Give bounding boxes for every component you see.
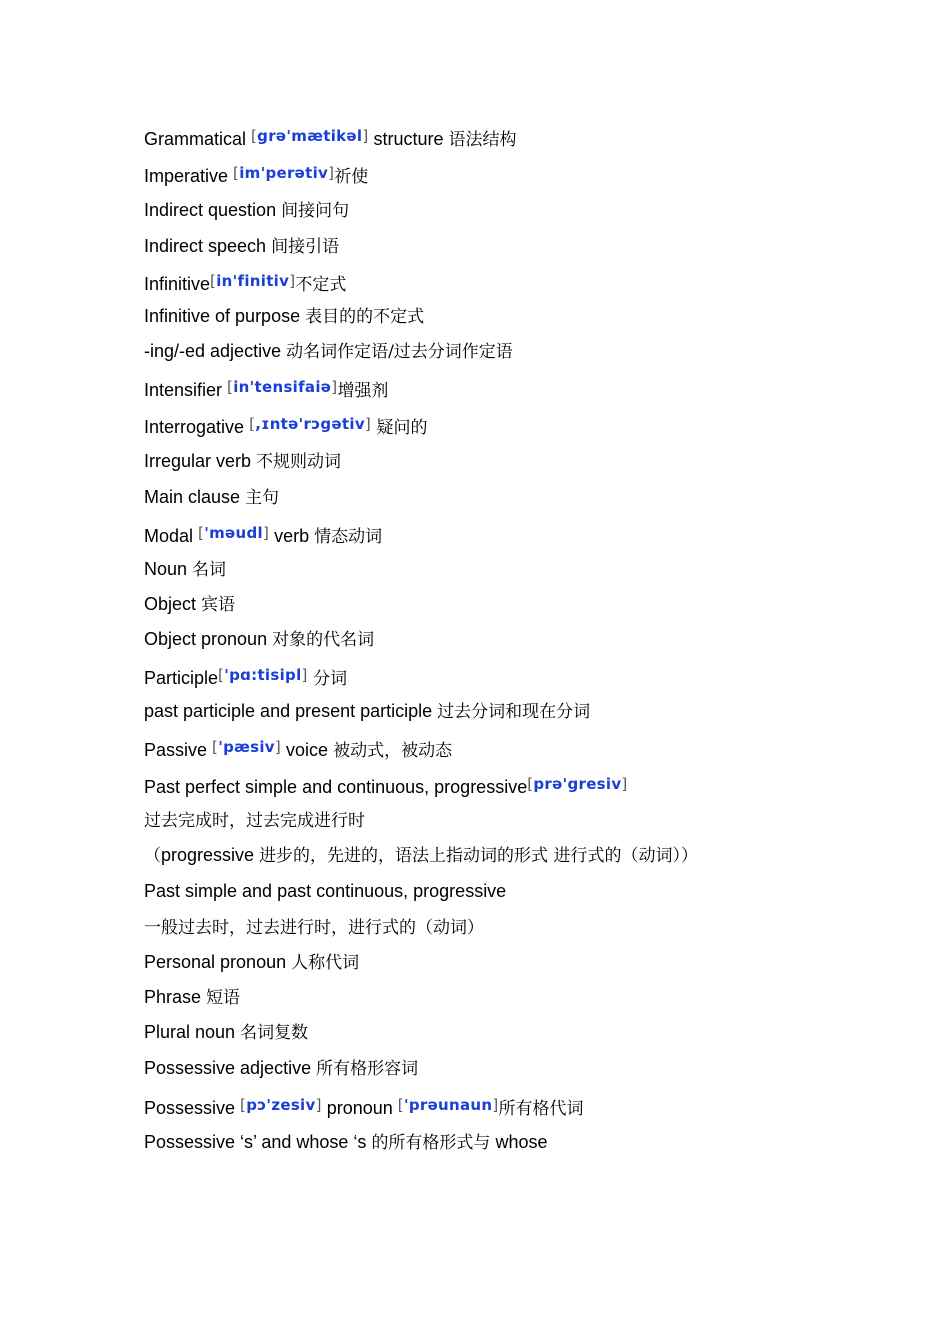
chinese-translation: 过去分词和现在分词 (437, 702, 591, 722)
chinese-translation: 名词 (192, 560, 227, 580)
chinese-translation: 过去完成时，过去完成进行时 (144, 811, 365, 831)
phonetic-text: ,ɪntə'rɔgətiv (255, 415, 365, 433)
glossary-line (144, 622, 904, 657)
english-term: structure (368, 129, 449, 149)
chinese-translation: 情态动词 (314, 527, 383, 547)
english-term: Main clause (144, 487, 246, 507)
english-term: Possessive ‘s’ and whose ‘s (144, 1132, 372, 1152)
chinese-translation: 所有格形容词 (316, 1059, 419, 1079)
glossary-line (144, 587, 904, 622)
glossary-document (144, 118, 904, 1161)
phonetic-transcription: [in'tensifaiə] (227, 378, 338, 396)
phonetic-transcription: [in'finitiv] (210, 272, 296, 290)
chinese-translation: 所有格代词 (498, 1099, 584, 1119)
english-term: voice (281, 740, 334, 760)
english-term: Personal pronoun (144, 952, 292, 972)
phonetic-transcription: ['prəunaun] (397, 1096, 499, 1114)
phonetic-text: im'perətiv (239, 164, 329, 182)
chinese-translation: 间接问句 (281, 201, 350, 221)
phonetic-transcription: [im'perətiv] (233, 164, 335, 182)
phonetic-transcription: [pɔ'zesiv] (240, 1096, 322, 1114)
phonetic-text: 'prəunaun (403, 1096, 493, 1114)
glossary-line (144, 1050, 904, 1087)
chinese-translation: 的所有格形式与 (371, 1133, 491, 1153)
phonetic-text: in'finitiv (216, 272, 290, 290)
glossary-line (144, 945, 904, 980)
chinese-translation: 不规则动词 (256, 452, 342, 472)
phonetic-text: grə'mætikəl (257, 127, 363, 145)
english-term: Noun (144, 559, 193, 579)
english-term: Plural noun (144, 1022, 241, 1042)
glossary-line (144, 803, 904, 838)
glossary-line (144, 229, 904, 264)
glossary-line (144, 838, 904, 873)
english-term: Participle (144, 668, 219, 688)
english-term: Intensifier (144, 380, 228, 400)
glossary-line (144, 369, 904, 406)
glossary-line (144, 192, 904, 229)
english-term: Indirect speech (144, 236, 272, 256)
english-term: Possessive adjective (144, 1058, 317, 1078)
glossary-line (144, 443, 904, 480)
glossary-line (144, 264, 904, 299)
english-term: progressive (161, 845, 260, 865)
glossary-line (144, 299, 904, 334)
english-term: whose (490, 1132, 548, 1152)
english-term: verb (269, 526, 315, 546)
english-term: Object pronoun (144, 629, 273, 649)
glossary-line (144, 334, 904, 369)
english-term: Possessive (144, 1098, 241, 1118)
glossary-line (144, 766, 904, 803)
chinese-translation: 宾语 (201, 595, 236, 615)
english-term: Imperative (144, 166, 234, 186)
english-term: Past simple and past continuous, progressive (144, 881, 507, 901)
english-term: Infinitive of purpose (144, 306, 306, 326)
chinese-text: 进步的，先进的，语法上指动词的形式 进行式的（动词）） (259, 846, 698, 866)
phonetic-text: in'tensifaiə (233, 378, 332, 396)
english-term: Passive (144, 740, 213, 760)
chinese-translation: 动名词作定语/过去分词作定语 (286, 342, 513, 362)
glossary-line (144, 980, 904, 1015)
chinese-translation: 被动式，被动态 (333, 741, 453, 761)
glossary-line (144, 1087, 904, 1124)
phonetic-text: 'pɑ:tisipl (224, 666, 302, 684)
glossary-line (144, 694, 904, 729)
english-term: Interrogative (144, 417, 250, 437)
phonetic-transcription: ['pɑ:tisipl] (218, 666, 308, 684)
english-term: Indirect question (144, 200, 282, 220)
chinese-translation: 人称代词 (291, 953, 360, 973)
glossary-line (144, 480, 904, 515)
phonetic-transcription: ['pæsiv] (212, 738, 282, 756)
glossary-line (144, 1015, 904, 1050)
chinese-translation: 对象的代名词 (272, 630, 375, 650)
chinese-translation: 一般过去时，过去进行时，进行式的（动词） (144, 918, 484, 938)
glossary-line (144, 552, 904, 587)
chinese-text: （ (144, 846, 161, 866)
glossary-line (144, 657, 904, 694)
english-term: Infinitive (144, 274, 211, 294)
glossary-line (144, 155, 904, 192)
phonetic-transcription: [grə'mætikəl] (251, 127, 369, 145)
chinese-translation: 分词 (307, 669, 348, 689)
chinese-translation: 祈使 (334, 167, 369, 187)
english-term: Object (144, 594, 202, 614)
chinese-translation: 主句 (245, 488, 280, 508)
english-term: Irregular verb (144, 451, 257, 471)
glossary-line (144, 406, 904, 443)
english-term: past participle and present participle (144, 701, 438, 721)
english-term: Past perfect simple and continuous, progressive (144, 777, 528, 797)
chinese-translation: 名词复数 (240, 1023, 309, 1043)
english-term: -ing/-ed adjective (144, 341, 287, 361)
glossary-line (144, 515, 904, 552)
glossary-line (144, 910, 904, 945)
glossary-line (144, 873, 904, 910)
english-term: Phrase (144, 987, 207, 1007)
chinese-translation: 疑问的 (371, 418, 428, 438)
english-term: Modal (144, 526, 199, 546)
chinese-translation: 短语 (206, 988, 241, 1008)
english-term: Grammatical (144, 129, 252, 149)
glossary-line (144, 118, 904, 155)
phonetic-transcription: [,ɪntə'rɔgətiv] (249, 415, 372, 433)
glossary-line (144, 1124, 904, 1161)
chinese-translation: 间接引语 (271, 237, 340, 257)
chinese-translation: 不定式 (295, 275, 347, 295)
chinese-translation: 表目的的不定式 (305, 307, 425, 327)
chinese-translation: 语法结构 (448, 130, 517, 150)
english-term: pronoun (321, 1098, 398, 1118)
phonetic-transcription: [prə'gresiv] (527, 775, 628, 793)
glossary-line (144, 729, 904, 766)
phonetic-text: 'pæsiv (218, 738, 275, 756)
phonetic-transcription: ['məudl] (198, 524, 270, 542)
phonetic-text: prə'gresiv (533, 775, 622, 793)
phonetic-text: pɔ'zesiv (246, 1096, 316, 1114)
phonetic-text: 'məudl (204, 524, 263, 542)
chinese-translation: 增强剂 (337, 381, 389, 401)
